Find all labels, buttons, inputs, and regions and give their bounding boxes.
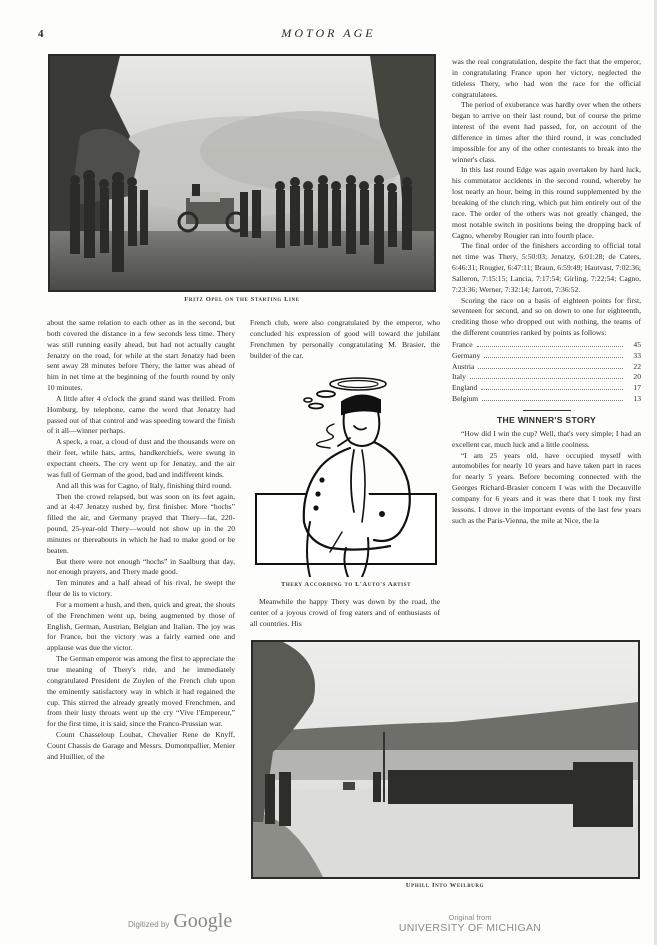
section-divider — [523, 410, 571, 411]
score-row — [452, 394, 641, 405]
paragraph: For a moment a hush, and then, quick and great, the shouts of the Frenchmen went up, being augmented by those of English, German, Austrian, Belgian and Italian. The joy was for France, but the victory was a fairly earned one and applause was due the victor. — [47, 599, 235, 653]
photo2-caption: Uphill Into Weilburg — [405, 882, 485, 889]
country-name: France — [452, 339, 473, 349]
race-start-photo-image — [50, 56, 434, 290]
article-column-1 — [47, 318, 235, 763]
country-points: 13 — [633, 394, 641, 404]
country-points: 17 — [633, 383, 641, 393]
photo-fritz-opel-starting-line — [48, 54, 436, 292]
article-column-3 — [452, 57, 641, 526]
country-name: Austria — [452, 361, 475, 371]
country-name: England — [452, 383, 478, 393]
paragraph: “How did I win the cup? Well, that's very simple; I had an excellent car, much luck and a little coolness. — [452, 428, 641, 449]
country-name: Belgium — [452, 394, 479, 404]
paragraph: Then the crowd relapsed, but was soon on its feet again, and at 4:47 Jenatzy rushed by, first finisher. More “hochs” filled the air, and Germany prayed that Thery—fat, 220-pound, 25-year-old Thery—would not show up in the 20 minutes or thereabouts in which he had to make good or be beaten. — [47, 491, 235, 555]
section-heading: THE WINNER'S STORY — [496, 415, 597, 425]
country-points: 33 — [633, 350, 641, 360]
paragraph: was the real congratulation, despite the fact that the emperor, in congratulating France upon her victory, neglected the titleless Thery, who had won the race for the official congratulatees. — [452, 57, 641, 99]
google-wordmark: Google — [173, 910, 233, 932]
cartoon-caption: Thery According to L'Auto's Artist — [280, 581, 412, 588]
page-number: 4 — [38, 28, 44, 40]
uphill-road-photo-image — [253, 642, 638, 877]
country-points: 45 — [633, 339, 641, 349]
score-row — [452, 362, 641, 373]
country-points: 22 — [633, 361, 641, 371]
leader-dots — [482, 394, 623, 401]
paragraph: In this last round Edge was again overtaken by hard luck, his commutator accidents in the second round, whereby he lost nearly an hour, being in this round supplemented by the breaking of the clutch ring, which put him entirely out of the race. The order of the others was not greatly changed, the most notable switch in positions being the dropping back of Cagno, whereby Rougier ran into fourth place. — [452, 165, 641, 240]
score-row — [452, 351, 641, 362]
paragraph: A little after 4 o'clock the grand stand was thrilled. From Homburg, by telephone, came the word that Jenatzy had passed out of that control and was speeding toward the finish of it all—winner perhaps. — [47, 393, 235, 436]
score-row — [452, 383, 641, 394]
paragraph: The period of exuberance was hardly over when the others began to arrive on their last round, but of course the prime interest of the event had passed, for, on account of the difference in times after the third round, it was concluded impossible for any of the other contestants to break into the winner's class. — [452, 100, 641, 164]
country-points: 20 — [633, 372, 641, 382]
paragraph: Meanwhile the happy Thery was down by the road, the center of a joyous crowd of frog eaters and of enthusiasts of all countries. His — [250, 597, 440, 628]
country-name: Germany — [452, 350, 481, 360]
thery-cartoon-drawing — [250, 372, 442, 577]
paragraph: Ten minutes and a half ahead of his rival, he swept the fleur de lis to victory. — [47, 578, 235, 599]
original-source-watermark — [370, 913, 570, 934]
paragraph: Scoring the race on a basis of eighteen points for first, seventeen for second, and so on down to one for eighteenth, crediting those who dropped out with nothing, the teams of the different countries ranked by points as follows: — [452, 295, 641, 338]
paragraph: And all this was for Cagno, of Italy, finishing third round. — [56, 480, 232, 490]
paragraph: The German emperor was among the first to appreciate the true meaning of Thery's ride, and he immediately congratulated President de Zuylen of the French club upon the eminently satisfactory way in which it had regained the cup. This stirred the already greatly moved Frenchmen, and from their lusty throats went up the cry “Vive l'Empereur,” for the first time, it is said, since the Franco-Prussian war. — [47, 654, 236, 729]
leader-dots — [477, 340, 623, 347]
score-row — [452, 340, 641, 351]
paragraph: Count Chasseloup Loubat, Chevalier Rene de Knyff, Count Chassis de Garage and Messrs. Dumontpallier, Menier and Huillier, of the — [47, 730, 235, 761]
original-prefix: Original from — [448, 913, 492, 922]
running-head: MOTOR AGE — [281, 26, 376, 40]
paragraph: But there were not enough “hochs” in Saalburg that day, nor enough prayers, and Thery made good. — [47, 556, 235, 577]
leader-dots — [478, 362, 623, 369]
photo-uphill-into-weilburg — [251, 640, 640, 879]
leader-dots — [481, 383, 623, 390]
leader-dots — [470, 372, 623, 379]
paragraph: “I am 25 years old, have occupied myself with automobiles for nearly 10 years and have taken part in races for nearly 5 years. Before becoming connected with the Georges Richard-Brasier concern I was with the Decauville company for 6 years and it was there that I took my first lessons. I drove in the important events of the last few years such as the Paris-Vienna, the mile at Nice, the la — [452, 450, 641, 525]
country-points-table — [452, 340, 641, 405]
cartoon-thery-illustration — [250, 372, 442, 577]
paragraph: about the same relation to each other as in the second, but both covered the distance in a few seconds less time. Thery was still running easily ahead, but had not actually caught Jenatzy on the road, for while at the start Jenatzy had been sent away 28 minutes before Thery, the latter was ahead of him in net time at the beginning of the fourth round by only 10 minutes. — [47, 318, 235, 393]
score-row — [452, 372, 641, 383]
country-name: Italy — [452, 372, 466, 382]
article-column-2-top — [250, 318, 440, 361]
paragraph: A speck, a roar, a cloud of dust and the thousands were on their feet, while hats, arms, handkerchiefs, were swung in expectant cheers. The cry went up for Jenatzy, and the air was full of German of the good, bad and indifferent kinds. — [47, 437, 235, 479]
digitized-by-watermark — [128, 910, 232, 933]
photo1-caption: Fritz Opel on the Starting Line — [184, 296, 300, 303]
paragraph: French club, were also congratulated by the emperor, who concluded his expression of good will toward the jubilant Frenchmen by personally congratulating M. Brasier, the builder of the car. — [250, 318, 440, 360]
leader-dots — [484, 351, 623, 358]
original-source: UNIVERSITY OF MICHIGAN — [398, 922, 542, 934]
paragraph: The final order of the finishers according to official total net time was Thery, 5:50:03; Jenatzy, 6:01:28; de Caters, 6:46:31; Rougier, 6:47:11; Braun, 6:59:49; Hautvast, 7:02:36; Salleron, 7:15:15; Lancia, 7:17:54; Girling, 7:22:54; Cagno, 7:23:36; Werner, 7:32:14; Jarrott, 7:36:52. — [452, 241, 641, 294]
article-column-2-bottom — [250, 597, 440, 630]
digitized-prefix: Digitized by — [128, 920, 170, 929]
